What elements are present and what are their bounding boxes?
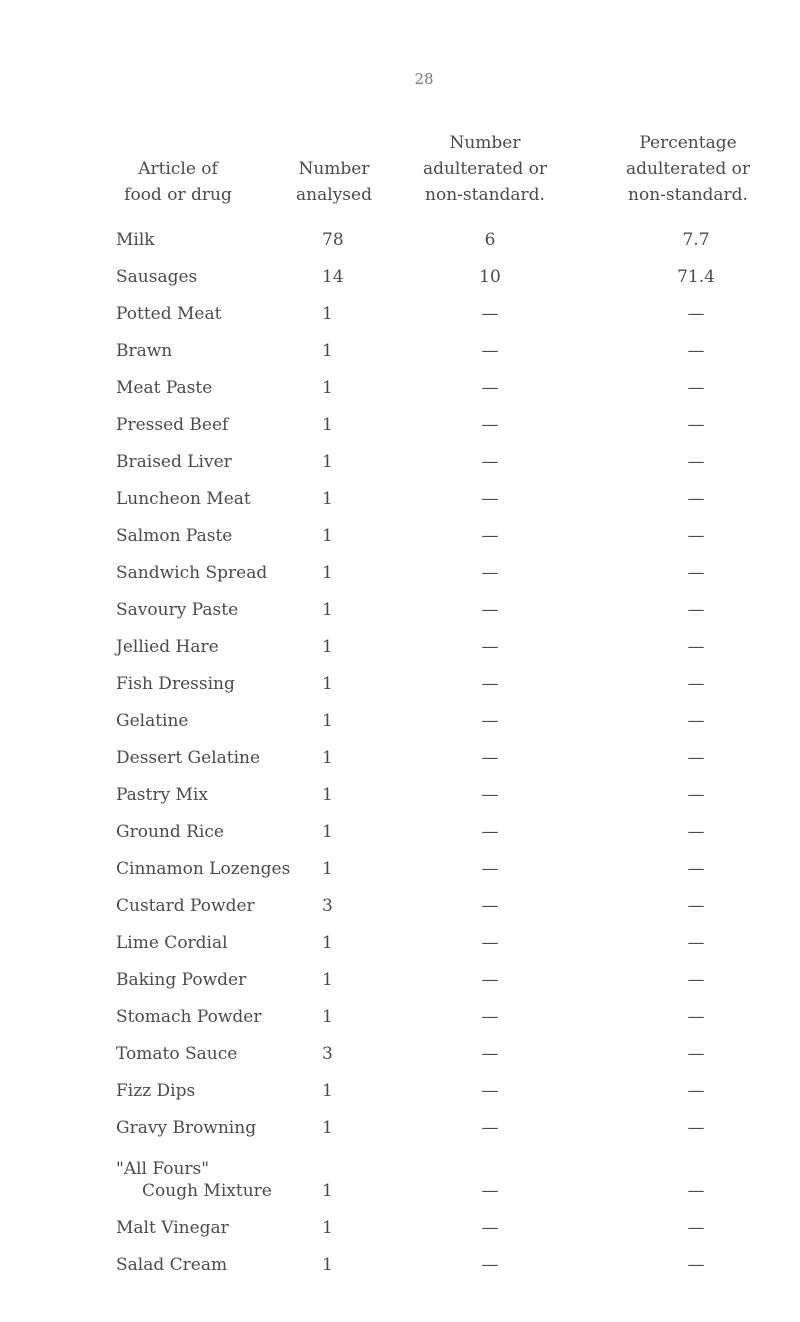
article-name-line-1: Salmon Paste [116,526,233,546]
article-name [116,1006,261,1028]
number-adulterated: — [481,563,499,583]
header-adulterated-line-1: Number [449,133,521,153]
number-adulterated: — [481,341,499,361]
table-row [0,886,800,923]
article-name-line-1: Ground Rice [116,822,224,842]
percentage-adulterated: — [687,600,705,620]
percentage-adulterated: — [687,674,705,694]
article-name [116,821,224,843]
article-name-line-1: Custard Powder [116,896,255,916]
table-row [0,294,800,331]
percentage-adulterated: — [687,748,705,768]
table-row [0,1071,800,1108]
number-analysed: 1 [322,711,333,731]
number-adulterated: — [481,452,499,472]
article-name-line-1: Lime Cordial [116,933,228,953]
article-name [116,1043,237,1065]
percentage-adulterated: — [687,304,705,324]
article-name [116,784,208,806]
article-name-line-1: Brawn [116,341,173,361]
article-name-line-1: Gelatine [116,711,189,731]
percentage-adulterated: — [687,452,705,472]
table-body [0,220,800,1282]
table-row [0,627,800,664]
article-name [116,932,228,954]
article-name-line-1: Milk [116,230,155,250]
number-analysed: 1 [322,785,333,805]
number-adulterated: — [481,526,499,546]
number-analysed: 1 [322,563,333,583]
number-adulterated: — [481,304,499,324]
article-name [116,229,155,251]
table-row [0,1145,800,1208]
article-name [116,710,189,732]
number-adulterated: 10 [479,267,501,287]
article-name-line-1: Stomach Powder [116,1007,262,1027]
number-analysed: 1 [322,1181,333,1201]
percentage-adulterated: — [687,859,705,879]
percentage-adulterated: — [687,970,705,990]
article-name [116,451,232,473]
table-row [0,368,800,405]
header-adulterated-line-2: adulterated or [422,159,548,179]
header-article-line-1: Article of [138,159,218,179]
table-row [0,701,800,738]
number-adulterated: — [481,785,499,805]
article-name [116,673,235,695]
percentage-adulterated: — [687,637,705,657]
article-name-line-1: Pastry Mix [116,785,208,805]
article-name-line-1: Gravy Browning [116,1118,257,1138]
article-name [116,636,219,658]
article-name-line-1: Braised Liver [116,452,232,472]
percentage-adulterated: 7.7 [682,230,710,250]
number-adulterated: — [481,1007,499,1027]
table-header [0,118,800,208]
table-row [0,331,800,368]
number-adulterated: — [481,859,499,879]
number-adulterated: — [481,600,499,620]
percentage-adulterated: — [687,489,705,509]
number-analysed: 1 [322,748,333,768]
number-adulterated: 6 [484,230,496,250]
page-number: 28 [414,70,434,88]
number-adulterated: — [481,489,499,509]
header-analysed [268,156,400,208]
article-name [116,599,238,621]
table-row [0,479,800,516]
number-analysed: 14 [322,267,344,287]
table-row [0,1208,800,1245]
table-row [0,775,800,812]
header-percentage-line-3: non-standard. [628,185,748,205]
number-analysed: 1 [322,415,333,435]
number-adulterated: — [481,1044,499,1064]
percentage-adulterated: — [687,711,705,731]
number-analysed: 1 [322,452,333,472]
percentage-adulterated: — [687,415,705,435]
article-name-line-1: Cinnamon Lozenges [116,859,291,879]
percentage-adulterated: — [687,896,705,916]
article-name [116,1217,229,1239]
percentage-adulterated: — [687,1255,705,1275]
header-adulterated-line-3: non-standard. [425,185,545,205]
number-analysed: 1 [322,489,333,509]
table-row [0,997,800,1034]
percentage-adulterated: — [687,1218,705,1238]
article-name [116,1254,227,1276]
article-name-line-1: Potted Meat [116,304,222,324]
article-name-line-1: Pressed Beef [116,415,229,435]
number-analysed: 1 [322,526,333,546]
table-row [0,442,800,479]
number-adulterated: — [481,970,499,990]
table-row [0,960,800,997]
number-analysed: 1 [322,822,333,842]
number-analysed: 1 [322,304,333,324]
article-name-line-1: Luncheon Meat [116,489,251,509]
number-analysed: 1 [322,637,333,657]
article-name [116,377,212,399]
percentage-adulterated: — [687,341,705,361]
article-name [116,1080,195,1102]
article-name-line-1: Salad Cream [116,1255,228,1275]
table-row [0,1245,800,1282]
article-name-line-1: Savoury Paste [116,600,239,620]
header-adulterated [394,130,576,208]
number-analysed: 1 [322,378,333,398]
table-row [0,923,800,960]
table-row [0,257,800,294]
percentage-adulterated: 71.4 [677,267,715,287]
number-analysed: 1 [322,1118,333,1138]
number-adulterated: — [481,415,499,435]
number-adulterated: — [481,896,499,916]
header-percentage-line-1: Percentage [639,133,737,153]
table-row [0,405,800,442]
number-adulterated: — [481,1081,499,1101]
number-adulterated: — [481,711,499,731]
article-name [116,1158,272,1202]
article-name [116,1117,256,1139]
number-adulterated: — [481,933,499,953]
article-name-line-1: Baking Powder [116,970,247,990]
article-name [116,303,221,325]
table-row [0,220,800,257]
percentage-adulterated: — [687,378,705,398]
table-row [0,516,800,553]
number-analysed: 1 [322,1255,333,1275]
percentage-adulterated: — [687,822,705,842]
article-name-line-1: Fish Dressing [116,674,235,694]
header-article [116,156,240,208]
number-analysed: 1 [322,970,333,990]
number-adulterated: — [481,822,499,842]
table-row [0,849,800,886]
table-row [0,1108,800,1145]
table-row [0,590,800,627]
table-row [0,738,800,775]
number-analysed: 1 [322,1081,333,1101]
percentage-adulterated: — [687,1181,705,1201]
number-analysed: 1 [322,1007,333,1027]
percentage-adulterated: — [687,563,705,583]
article-name [116,562,267,584]
number-analysed: 1 [322,1218,333,1238]
article-name [116,747,260,769]
article-name-line-1: Malt Vinegar [116,1218,229,1238]
number-adulterated: — [481,1255,499,1275]
article-name [116,340,172,362]
number-adulterated: — [481,378,499,398]
number-adulterated: — [481,1218,499,1238]
article-name-line-2: Cough Mixture [142,1181,272,1201]
number-adulterated: — [481,1118,499,1138]
table-row [0,812,800,849]
article-name [116,525,232,547]
table-row [0,1034,800,1071]
percentage-adulterated: — [687,1007,705,1027]
number-analysed: 3 [322,896,333,916]
number-analysed: 1 [322,341,333,361]
article-name [116,414,228,436]
article-name-line-1: "All Fours" [116,1159,210,1179]
number-analysed: 1 [322,859,333,879]
header-percentage-line-2: adulterated or [625,159,751,179]
article-name-line-1: Sandwich Spread [116,563,268,583]
number-adulterated: — [481,637,499,657]
article-name [116,858,290,880]
table-row [0,553,800,590]
number-adulterated: — [481,1181,499,1201]
percentage-adulterated: — [687,1118,705,1138]
percentage-adulterated: — [687,1044,705,1064]
percentage-adulterated: — [687,785,705,805]
article-name-line-1: Sausages [116,267,198,287]
number-analysed: 78 [322,230,344,250]
number-analysed: 3 [322,1044,333,1064]
percentage-adulterated: — [687,526,705,546]
article-name-line-1: Meat Paste [116,378,213,398]
number-adulterated: — [481,748,499,768]
article-name-line-1: Fizz Dips [116,1081,196,1101]
article-name [116,488,251,510]
article-name-line-1: Jellied Hare [116,637,219,657]
percentage-adulterated: — [687,933,705,953]
table-row [0,664,800,701]
article-name [116,969,246,991]
header-percentage [576,130,800,208]
article-name [116,266,197,288]
article-name-line-1: Dessert Gelatine [116,748,261,768]
header-article-line-2: food or drug [124,185,232,205]
number-analysed: 1 [322,600,333,620]
article-name [116,895,255,917]
header-analysed-line-2: analysed [296,185,372,205]
number-adulterated: — [481,674,499,694]
header-analysed-line-1: Number [298,159,370,179]
percentage-adulterated: — [687,1081,705,1101]
article-name-line-1: Tomato Sauce [116,1044,238,1064]
number-analysed: 1 [322,674,333,694]
number-analysed: 1 [322,933,333,953]
